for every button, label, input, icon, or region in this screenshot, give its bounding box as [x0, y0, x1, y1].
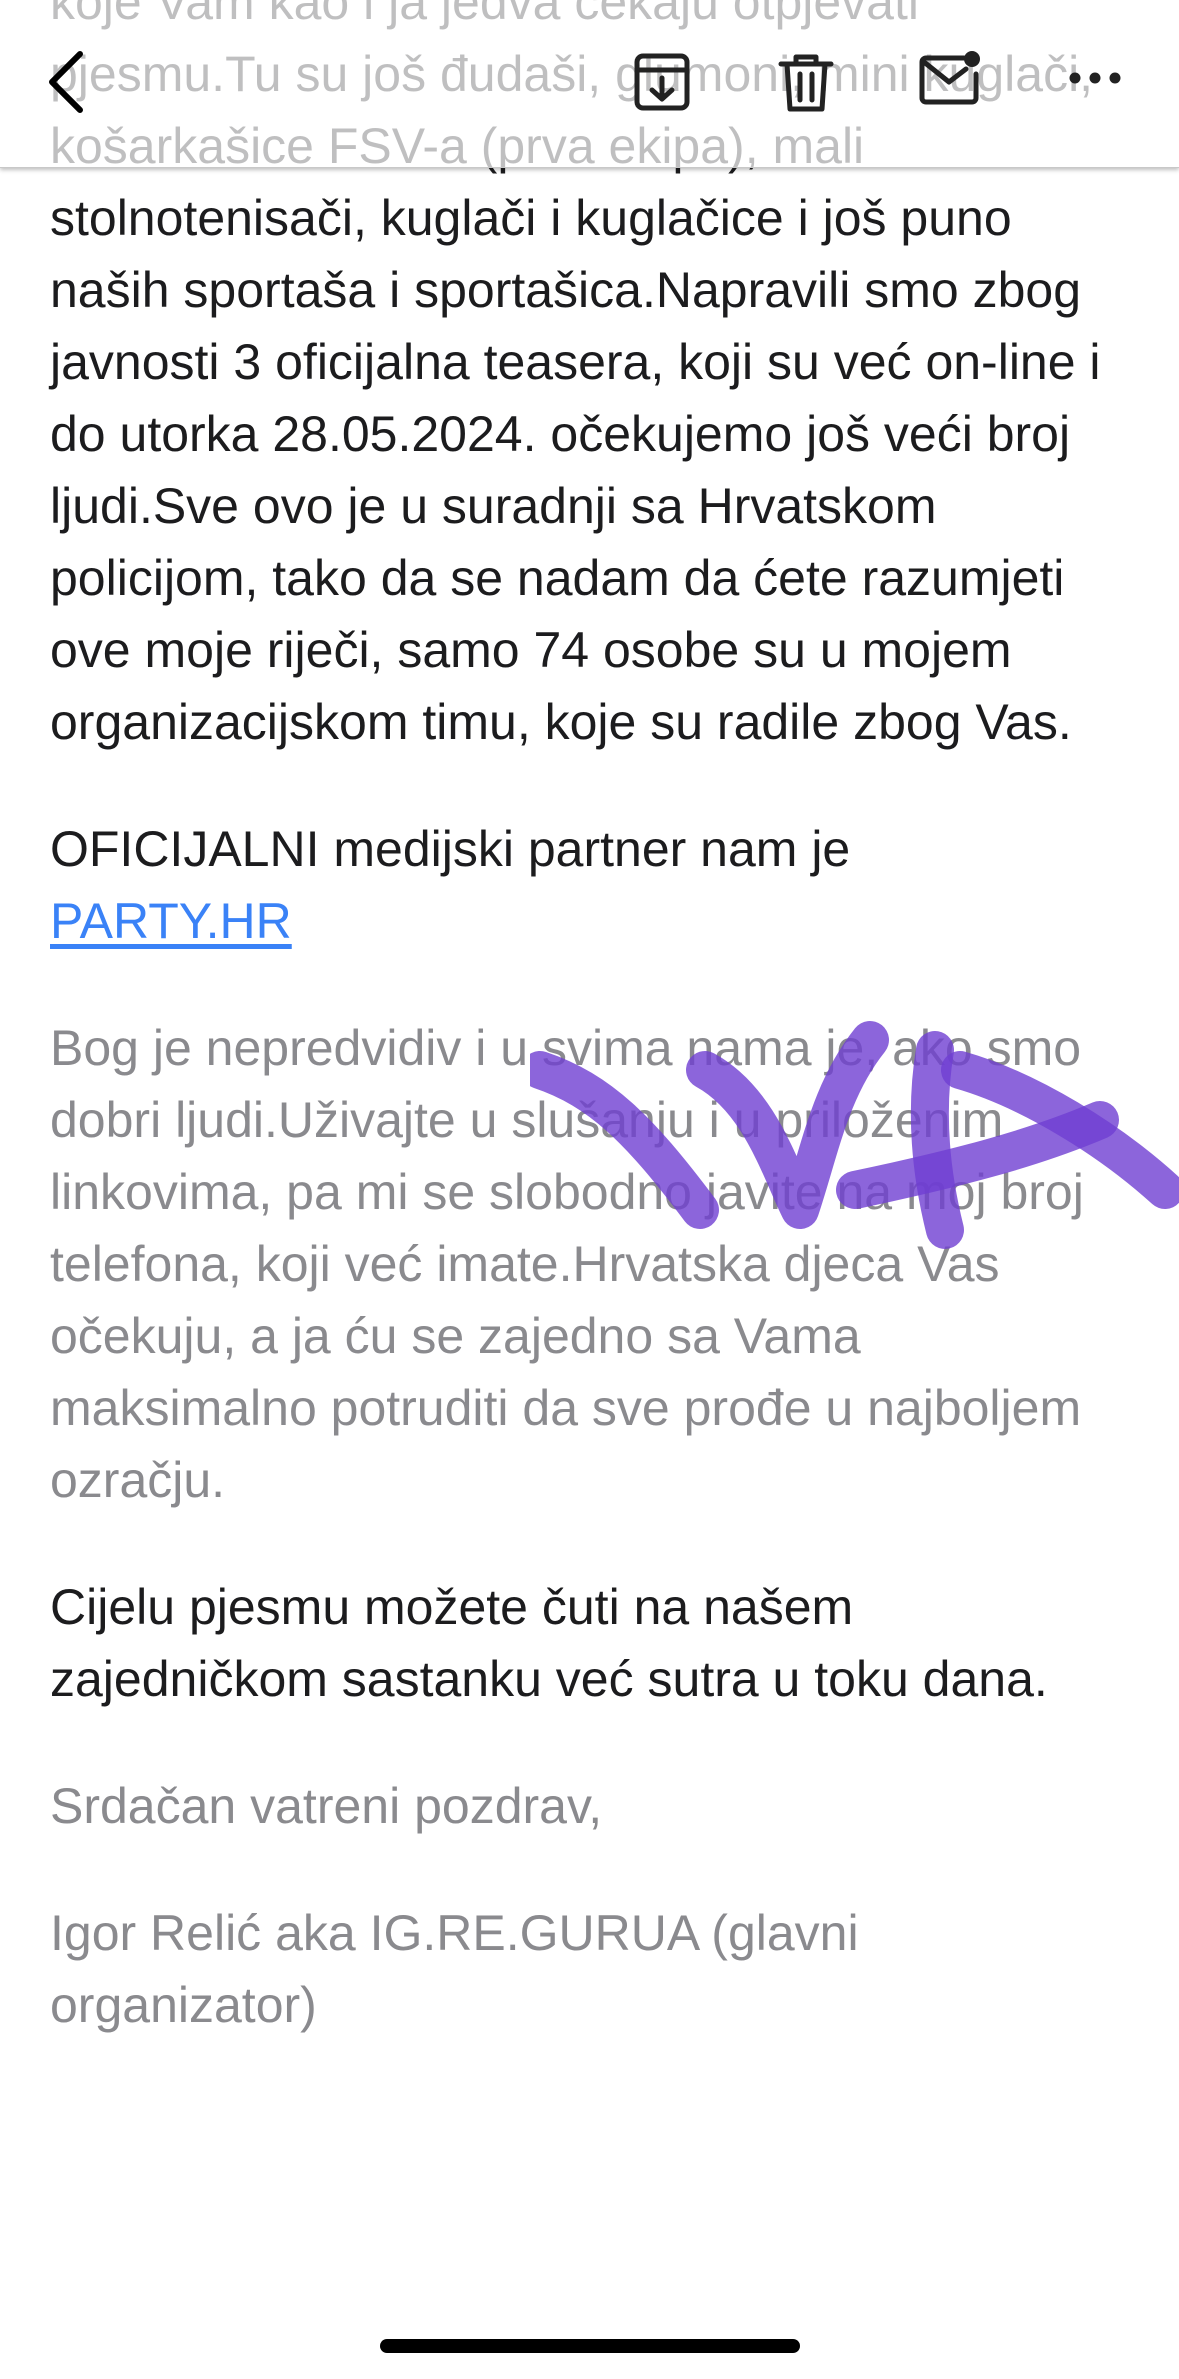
chevron-left-icon — [46, 50, 86, 114]
email-paragraph: Bog je nepredvidiv i u svima nama je, ako smo dobri ljudi.Uživajte u slušanju i u priloženim linkovima, pa mi se slobodno javite na moj broj telefona, koji već imate.Hrvatska djeca Vas očekuju, a ja ću se zajedno sa Vama maksimalno potruditi da sve prođe u najboljem ozračju. — [50, 1020, 1084, 1508]
more-button[interactable] — [1068, 70, 1122, 86]
email-greeting: Srdačan vatreni pozdrav, — [50, 1778, 603, 1834]
archive-button[interactable] — [632, 52, 692, 112]
home-indicator[interactable] — [380, 2339, 800, 2353]
mark-unread-button[interactable] — [918, 48, 984, 108]
mail-toolbar — [0, 0, 1179, 168]
email-signature: Igor Relić aka IG.RE.GURUA (glavni organizator) — [50, 1905, 859, 2033]
media-partner-text: OFICIJALNI medijski partner nam je — [50, 821, 851, 877]
party-hr-link[interactable]: PARTY.HR — [50, 893, 292, 949]
email-body — [50, 0, 1135, 2041]
email-paragraph — [50, 813, 1135, 957]
archive-icon — [632, 52, 692, 112]
trash-icon — [778, 52, 834, 114]
envelope-unread-icon — [918, 48, 984, 108]
more-horizontal-icon — [1068, 70, 1122, 86]
email-paragraph: stolnotenisači, kuglači i kuglačice i još puno naših sportaša i sportašica.Napravili smo zbog javnosti 3 oficijalna teasera, koji su već on-line i do utorka 28.05.2024. očekujemo još veći broj ljudi.Sve ovo je u suradnji sa Hrvatskom policijom, tako da se nadam da ćete razumjeti ove moje riječi, samo 74 osobe su u mojem organizacijskom timu, koje su radile zbog Vas. — [50, 190, 1101, 750]
back-button[interactable] — [46, 50, 86, 114]
email-paragraph: Cijelu pjesmu možete čuti na našem zajedničkom sastanku već sutra u toku dana. — [50, 1579, 1048, 1707]
trash-button[interactable] — [778, 52, 834, 114]
